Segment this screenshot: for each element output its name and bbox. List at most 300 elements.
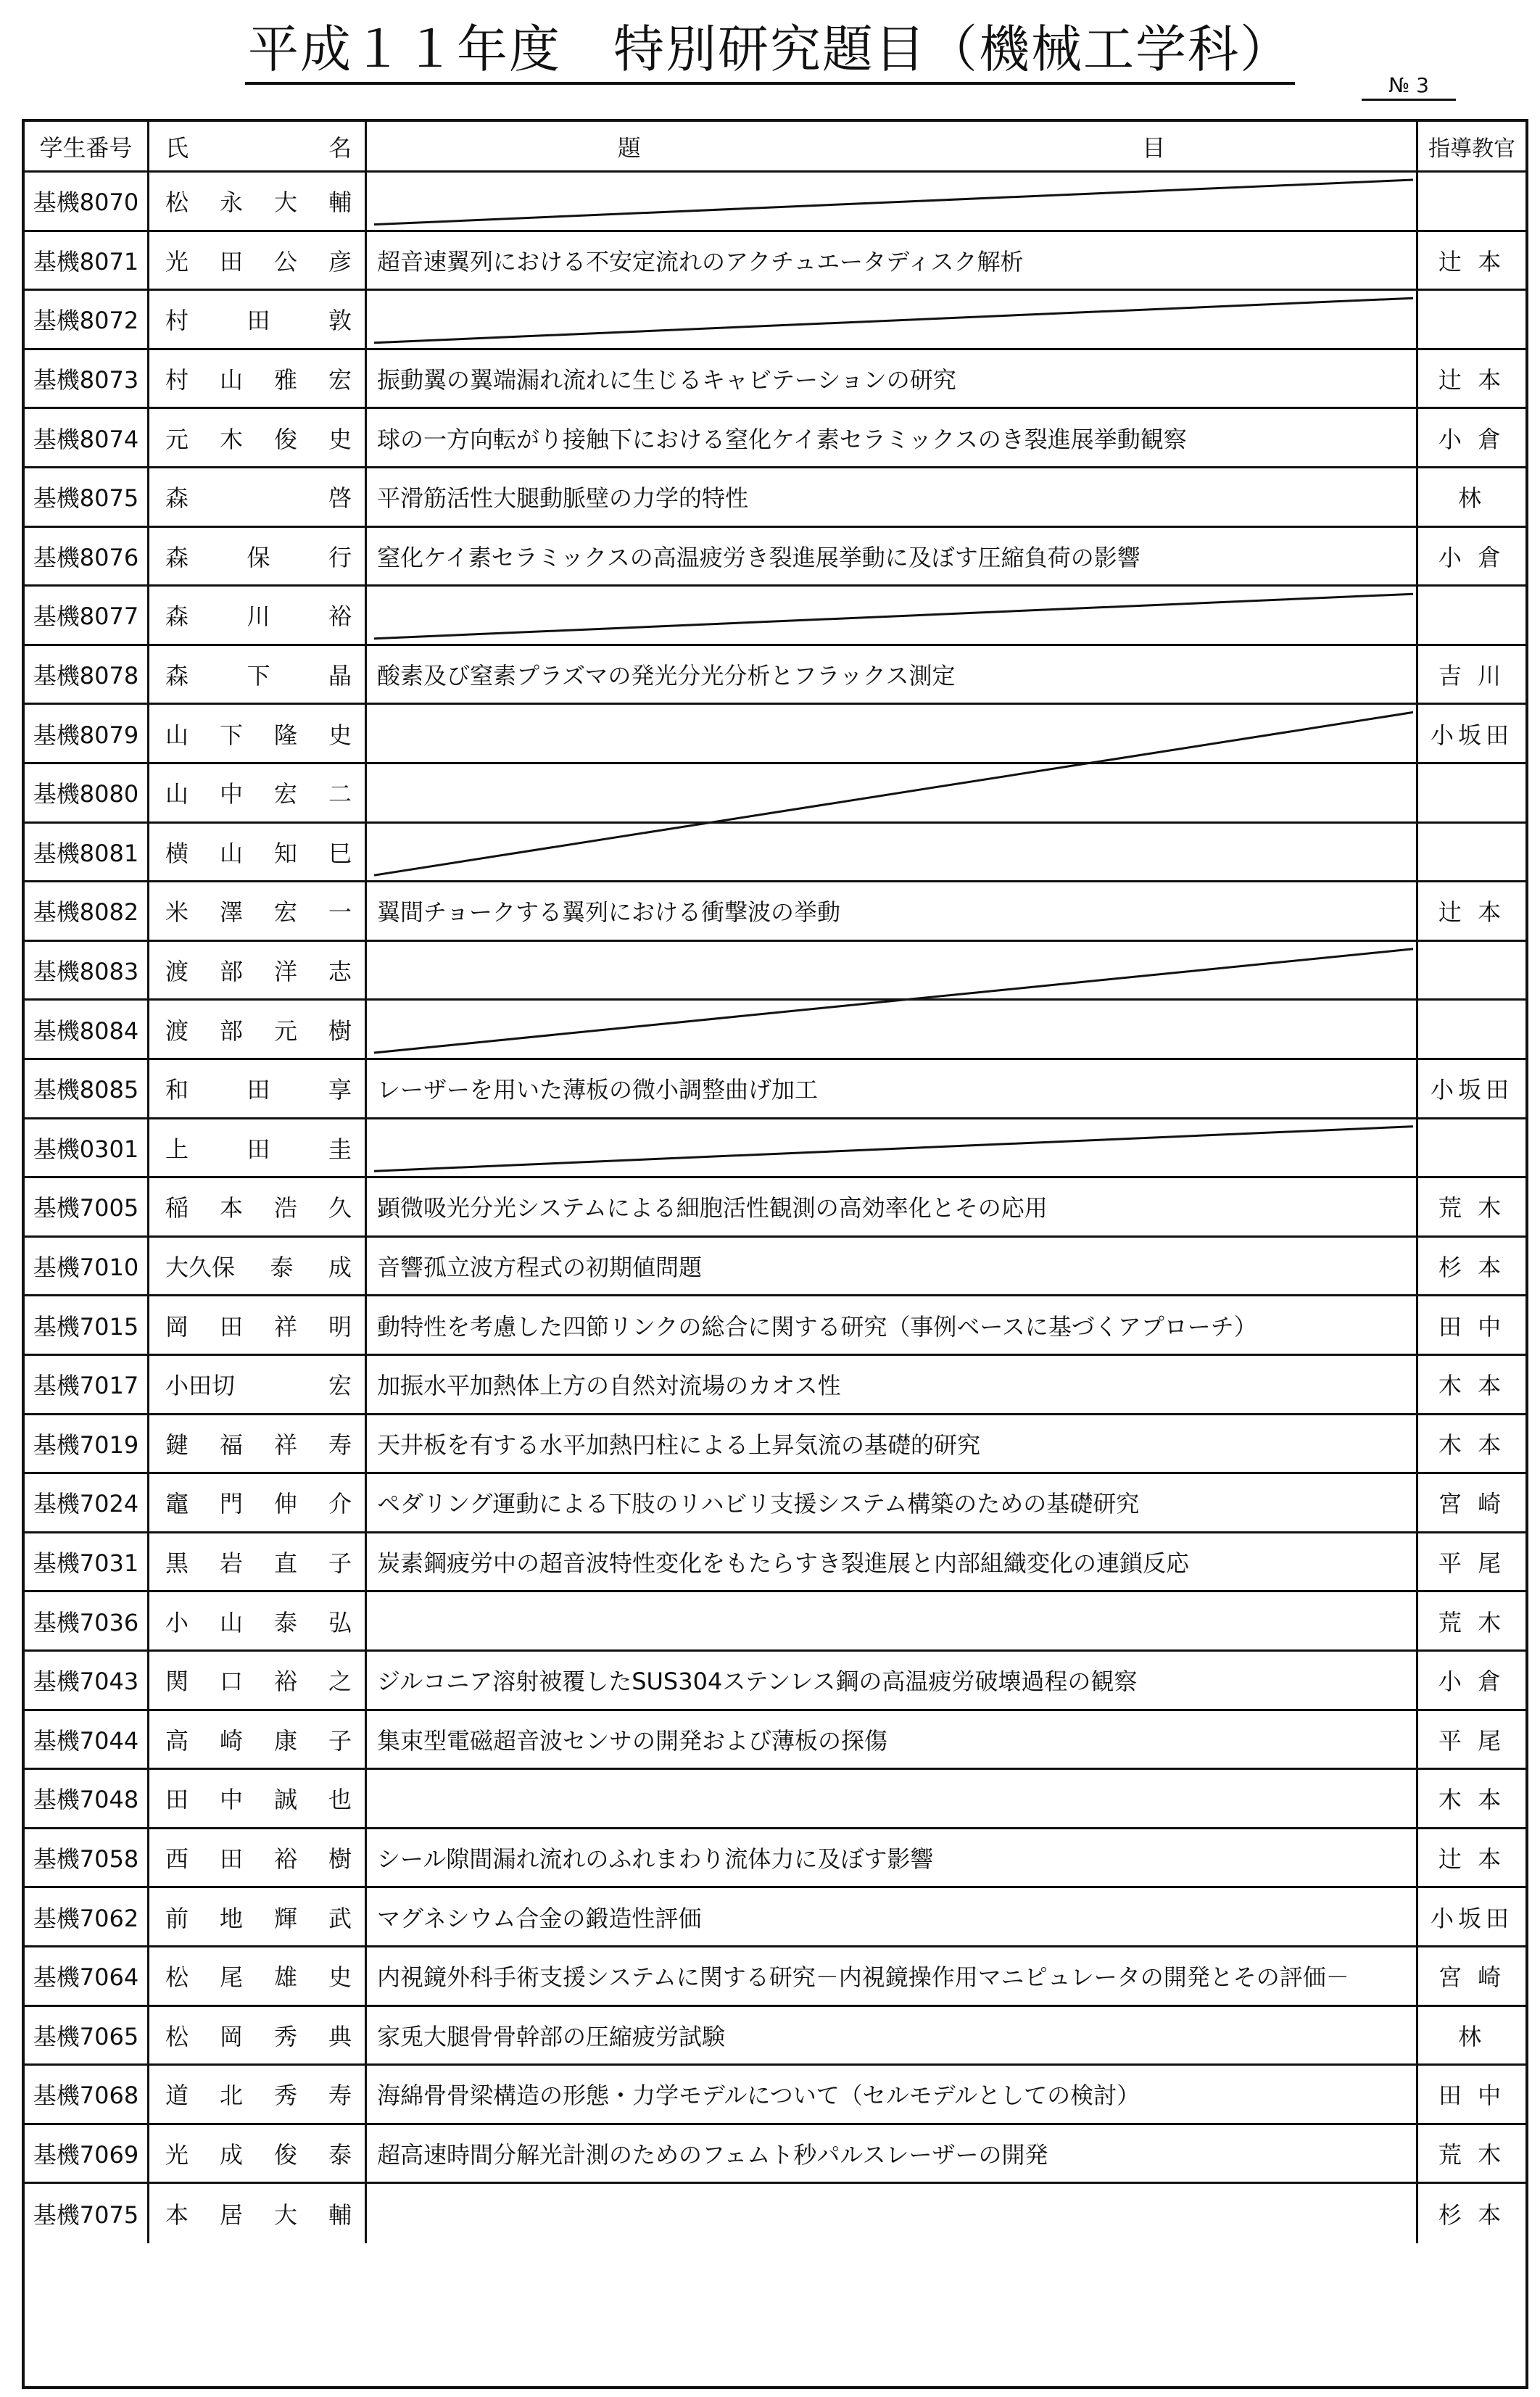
advisor: 荒 木 bbox=[1438, 1608, 1506, 1636]
advisor bbox=[1418, 1119, 1525, 1177]
student-name bbox=[149, 1888, 367, 1945]
table-row bbox=[25, 1415, 1525, 1475]
research-title bbox=[367, 942, 1418, 999]
student-id: 基機8071 bbox=[25, 232, 149, 289]
name-char: 直 bbox=[273, 1549, 297, 1578]
name-char: 田 bbox=[165, 1786, 189, 1814]
name-char: 地 bbox=[219, 1904, 243, 1932]
advisor: 辻 本 bbox=[1438, 247, 1506, 276]
name-char: 村 bbox=[165, 307, 189, 335]
name-char: 本 bbox=[165, 2201, 189, 2230]
student-name bbox=[149, 2066, 367, 2123]
name-char: 下 bbox=[219, 721, 243, 749]
student-id: 基機7044 bbox=[25, 1711, 149, 1768]
table-row bbox=[25, 1652, 1525, 1711]
student-name bbox=[149, 232, 367, 289]
research-title: 炭素鋼疲労中の超音波特性変化をもたらすき裂進展と内部組織変化の連鎖反応 bbox=[367, 1533, 1418, 1591]
advisor: 林 bbox=[1457, 2022, 1486, 2050]
student-id: 基機7019 bbox=[25, 1415, 149, 1473]
student-name bbox=[149, 705, 367, 762]
advisor: 辻 本 bbox=[1438, 366, 1506, 394]
name-char: 関 bbox=[165, 1668, 189, 1696]
student-name bbox=[149, 1415, 367, 1473]
name-char: 森 bbox=[165, 603, 189, 631]
advisor: 杉 本 bbox=[1438, 1254, 1506, 1282]
name-char: 宏 bbox=[328, 1372, 352, 1400]
name-char: 介 bbox=[328, 1490, 352, 1518]
student-name bbox=[149, 1533, 367, 1591]
table-row bbox=[25, 173, 1525, 232]
student-name bbox=[149, 528, 367, 585]
name-char: 森 bbox=[165, 662, 189, 690]
research-title bbox=[367, 587, 1418, 644]
student-id: 基機7064 bbox=[25, 1947, 149, 2005]
name-char: 成 bbox=[328, 1254, 352, 1282]
name-char: 中 bbox=[219, 780, 243, 808]
name-char: 輝 bbox=[273, 1904, 297, 1932]
name-char: 輔 bbox=[328, 2201, 352, 2230]
student-name bbox=[149, 1356, 367, 1413]
student-id: 基機8077 bbox=[25, 587, 149, 644]
advisor bbox=[1418, 824, 1525, 881]
student-name bbox=[149, 1652, 367, 1709]
name-char: 渡 bbox=[165, 958, 189, 986]
research-title: 顕微吸光分光システムによる細胞活性観測の高効率化とその応用 bbox=[367, 1178, 1418, 1235]
advisor: 宮 崎 bbox=[1438, 1963, 1506, 1992]
research-title: 窒化ケイ素セラミックスの高温疲労き裂進展挙動に及ぼす圧縮負荷の影響 bbox=[367, 528, 1418, 585]
name-char: 竈 bbox=[165, 1490, 189, 1518]
advisor bbox=[1418, 764, 1525, 821]
name-char: 松 bbox=[165, 2022, 189, 2050]
research-title bbox=[367, 824, 1418, 881]
student-name bbox=[149, 1770, 367, 1827]
header-student-id: 学生番号 bbox=[25, 122, 149, 170]
name-char: 啓 bbox=[328, 484, 352, 513]
name-char: 道 bbox=[165, 2082, 189, 2110]
research-title bbox=[367, 1770, 1418, 1827]
name-char: 部 bbox=[219, 958, 243, 986]
table-row bbox=[25, 2184, 1525, 2243]
name-char: 前 bbox=[165, 1904, 189, 1932]
name-char: 彦 bbox=[328, 247, 352, 276]
student-name bbox=[149, 942, 367, 999]
table-row bbox=[25, 291, 1525, 350]
student-id: 基機7065 bbox=[25, 2007, 149, 2064]
research-title: 酸素及び窒素プラズマの発光分光分析とフラックス測定 bbox=[367, 646, 1418, 703]
student-name bbox=[149, 173, 367, 230]
name-char: 宏 bbox=[328, 366, 352, 394]
name-char: 門 bbox=[219, 1490, 243, 1518]
name-char: 樹 bbox=[328, 1017, 352, 1045]
table-row bbox=[25, 1060, 1525, 1119]
name-char: 裕 bbox=[328, 603, 352, 631]
student-id: 基機8073 bbox=[25, 350, 149, 407]
name-char: 山 bbox=[219, 366, 243, 394]
name-char: 田 bbox=[247, 307, 270, 335]
student-id: 基機8081 bbox=[25, 824, 149, 881]
name-char: 行 bbox=[328, 543, 352, 571]
research-title: 球の一方向転がり接触下における窒化ケイ素セラミックスのき裂進展挙動観察 bbox=[367, 409, 1418, 466]
research-title: 集束型電磁超音波センサの開発および薄板の探傷 bbox=[367, 1711, 1418, 1768]
name-char: 裕 bbox=[273, 1845, 297, 1874]
header-advisor: 指導教官 bbox=[1428, 136, 1515, 162]
student-id: 基機7031 bbox=[25, 1533, 149, 1591]
name-char: 史 bbox=[328, 721, 352, 749]
name-char: 澤 bbox=[219, 898, 243, 927]
name-char: 泰 bbox=[328, 2141, 352, 2169]
student-id: 基機7005 bbox=[25, 1178, 149, 1235]
name-char: 田 bbox=[219, 1312, 243, 1341]
student-name bbox=[149, 1474, 367, 1531]
name-char: 保 bbox=[247, 543, 270, 571]
student-name bbox=[149, 409, 367, 466]
research-title bbox=[367, 1001, 1418, 1058]
name-char: 史 bbox=[328, 425, 352, 453]
name-char: 川 bbox=[247, 603, 270, 631]
name-char: 之 bbox=[328, 1668, 352, 1696]
advisor: 小 倉 bbox=[1438, 1668, 1506, 1696]
student-name bbox=[149, 587, 367, 644]
advisor: 杉 本 bbox=[1438, 2201, 1506, 2230]
name-char: 山 bbox=[165, 780, 189, 808]
name-char: 中 bbox=[219, 1786, 243, 1814]
student-id: 基機7017 bbox=[25, 1356, 149, 1413]
name-char: 祥 bbox=[273, 1431, 297, 1459]
table-row bbox=[25, 1947, 1525, 2007]
advisor: 田 中 bbox=[1438, 1312, 1506, 1341]
table-row bbox=[25, 528, 1525, 587]
research-title: 天井板を有する水平加熱円柱による上昇気流の基礎的研究 bbox=[367, 1415, 1418, 1473]
table-row bbox=[25, 587, 1525, 646]
name-char: 稲 bbox=[165, 1194, 189, 1222]
table-row bbox=[25, 2066, 1525, 2125]
name-char: 雄 bbox=[273, 1963, 297, 1992]
research-title: 超高速時間分解光計測のためのフェムト秒パルスレーザーの開発 bbox=[367, 2125, 1418, 2182]
research-title: 加振水平加熱体上方の自然対流場のカオス性 bbox=[367, 1356, 1418, 1413]
name-char: 崎 bbox=[219, 1726, 243, 1755]
name-char: 岩 bbox=[219, 1549, 243, 1578]
name-char: 部 bbox=[219, 1017, 243, 1045]
name-char: 田 bbox=[219, 247, 243, 276]
name-char: 大久保 bbox=[165, 1254, 236, 1282]
table-row bbox=[25, 1592, 1525, 1652]
research-title bbox=[367, 173, 1418, 230]
advisor bbox=[1418, 173, 1525, 230]
name-char: 泰 bbox=[270, 1254, 294, 1282]
student-name bbox=[149, 1060, 367, 1117]
research-title bbox=[367, 1592, 1418, 1649]
name-char: 上 bbox=[165, 1135, 189, 1163]
name-char: 居 bbox=[219, 2201, 243, 2230]
research-title: マグネシウム合金の鍛造性評価 bbox=[367, 1888, 1418, 1945]
research-title bbox=[367, 2184, 1418, 2243]
advisor: 辻 本 bbox=[1438, 1845, 1506, 1874]
student-id: 基機8076 bbox=[25, 528, 149, 585]
name-char: 松 bbox=[165, 189, 189, 217]
table-row bbox=[25, 705, 1525, 764]
student-id: 基機7068 bbox=[25, 2066, 149, 2123]
table-row bbox=[25, 1770, 1525, 1829]
name-char: 小 bbox=[165, 1608, 189, 1636]
table-row bbox=[25, 232, 1525, 291]
research-title: 海綿骨骨梁構造の形態・力学モデルについて（セルモデルとしての検討） bbox=[367, 2066, 1418, 2123]
name-char: 西 bbox=[165, 1845, 189, 1874]
research-title: 音響孤立波方程式の初期値問題 bbox=[367, 1238, 1418, 1295]
name-char: 大 bbox=[273, 189, 297, 217]
name-char: 和 bbox=[165, 1076, 189, 1104]
table-row bbox=[25, 1888, 1525, 1947]
student-id: 基機7024 bbox=[25, 1474, 149, 1531]
name-char: 森 bbox=[165, 484, 189, 513]
name-char: 浩 bbox=[273, 1194, 297, 1222]
table-row bbox=[25, 2125, 1525, 2185]
name-char: 鍵 bbox=[165, 1431, 189, 1459]
advisor: 辻 本 bbox=[1438, 898, 1506, 927]
document-title: 平成１１年度 特別研究題目（機械工学科） bbox=[0, 20, 1540, 78]
name-char: 誠 bbox=[273, 1786, 297, 1814]
name-char: 公 bbox=[273, 247, 297, 276]
name-char: 光 bbox=[165, 2141, 189, 2169]
student-name bbox=[149, 1592, 367, 1649]
student-id: 基機7015 bbox=[25, 1296, 149, 1354]
name-char: 米 bbox=[165, 898, 189, 927]
student-id: 基機8074 bbox=[25, 409, 149, 466]
name-char: 康 bbox=[273, 1726, 297, 1755]
name-char: 晶 bbox=[328, 662, 352, 690]
advisor: 荒 木 bbox=[1438, 2141, 1506, 2169]
name-char: 福 bbox=[219, 1431, 243, 1459]
student-name bbox=[149, 1296, 367, 1354]
name-char: 口 bbox=[219, 1668, 243, 1696]
header-name-right: 名 bbox=[328, 133, 352, 162]
table-row bbox=[25, 646, 1525, 705]
table-row bbox=[25, 942, 1525, 1001]
name-char: 二 bbox=[328, 780, 352, 808]
student-id: 基機8085 bbox=[25, 1060, 149, 1117]
student-id: 基機8072 bbox=[25, 291, 149, 348]
student-name bbox=[149, 468, 367, 526]
advisor bbox=[1418, 942, 1525, 999]
name-char: 北 bbox=[219, 2082, 243, 2110]
advisor: 小 倉 bbox=[1438, 543, 1506, 571]
name-char: 宏 bbox=[273, 780, 297, 808]
name-char: 秀 bbox=[273, 2022, 297, 2050]
name-char: 黒 bbox=[165, 1549, 189, 1578]
advisor: 木 本 bbox=[1438, 1372, 1506, 1400]
table-row bbox=[25, 409, 1525, 468]
table-row bbox=[25, 1119, 1525, 1179]
name-char: 俊 bbox=[273, 425, 297, 453]
student-id: 基機8075 bbox=[25, 468, 149, 526]
table-row bbox=[25, 1356, 1525, 1415]
name-char: 山 bbox=[219, 1608, 243, 1636]
advisor: 吉 川 bbox=[1438, 662, 1506, 690]
advisor bbox=[1418, 587, 1525, 644]
student-name bbox=[149, 764, 367, 821]
name-char: 弘 bbox=[328, 1608, 352, 1636]
name-char: 成 bbox=[219, 2141, 243, 2169]
student-id: 基機8080 bbox=[25, 764, 149, 821]
student-id: 基機7058 bbox=[25, 1829, 149, 1887]
student-id: 基機7048 bbox=[25, 1770, 149, 1827]
advisor: 林 bbox=[1457, 484, 1486, 513]
table-row bbox=[25, 824, 1525, 883]
name-char: 泰 bbox=[273, 1608, 297, 1636]
name-char: 久 bbox=[328, 1194, 352, 1222]
header-name-left: 氏 bbox=[165, 133, 189, 162]
name-char: 享 bbox=[328, 1076, 352, 1104]
research-title: 超音速翼列における不安定流れのアクチュエータディスク解析 bbox=[367, 232, 1418, 289]
student-id: 基機7010 bbox=[25, 1238, 149, 1295]
student-id: 基機8083 bbox=[25, 942, 149, 999]
table-row bbox=[25, 1711, 1525, 1771]
name-char: 下 bbox=[247, 662, 270, 690]
name-char: 史 bbox=[328, 1963, 352, 1992]
name-char: 祥 bbox=[273, 1312, 297, 1341]
table-row bbox=[25, 1533, 1525, 1593]
student-name bbox=[149, 291, 367, 348]
name-char: 俊 bbox=[273, 2141, 297, 2169]
name-char: 子 bbox=[328, 1726, 352, 1755]
name-char: 田 bbox=[219, 1845, 243, 1874]
advisor: 小 倉 bbox=[1438, 425, 1506, 453]
student-name bbox=[149, 1119, 367, 1177]
student-name bbox=[149, 1947, 367, 2005]
advisor: 平 尾 bbox=[1438, 1549, 1506, 1578]
student-name bbox=[149, 2125, 367, 2182]
table-row bbox=[25, 1178, 1525, 1238]
name-char: 元 bbox=[165, 425, 189, 453]
student-id: 基機7075 bbox=[25, 2184, 149, 2243]
name-char: 高 bbox=[165, 1726, 189, 1755]
name-char: 志 bbox=[328, 958, 352, 986]
name-char: 也 bbox=[328, 1786, 352, 1814]
name-char: 知 bbox=[273, 839, 297, 867]
name-char: 圭 bbox=[328, 1135, 352, 1163]
header-title-left: 題 bbox=[617, 133, 641, 162]
research-title: ペダリング運動による下肢のリハビリ支援システム構築のための基礎研究 bbox=[367, 1474, 1418, 1531]
name-char: 村 bbox=[165, 366, 189, 394]
student-name bbox=[149, 2007, 367, 2064]
name-char: 敦 bbox=[328, 307, 352, 335]
name-char: 輔 bbox=[328, 189, 352, 217]
name-char: 渡 bbox=[165, 1017, 189, 1045]
research-title: 内視鏡外科手術支援システムに関する研究－内視鏡操作用マニピュレータの開発とその評価－ bbox=[367, 1947, 1418, 2005]
name-char: 岡 bbox=[165, 1312, 189, 1341]
name-char: 元 bbox=[273, 1017, 297, 1045]
name-char: 横 bbox=[165, 839, 189, 867]
advisor: 田 中 bbox=[1438, 2082, 1506, 2110]
name-char: 寿 bbox=[328, 2082, 352, 2110]
research-title: 翼間チョークする翼列における衝撃波の挙動 bbox=[367, 882, 1418, 940]
advisor: 平 尾 bbox=[1438, 1726, 1506, 1755]
advisor: 荒 木 bbox=[1438, 1194, 1506, 1222]
research-title bbox=[367, 291, 1418, 348]
research-title: シール隙間漏れ流れのふれまわり流体力に及ぼす影響 bbox=[367, 1829, 1418, 1887]
student-name bbox=[149, 882, 367, 940]
student-name bbox=[149, 1238, 367, 1295]
name-char: 秀 bbox=[273, 2082, 297, 2110]
table-row bbox=[25, 764, 1525, 824]
name-char: 田 bbox=[247, 1076, 270, 1104]
name-char: 寿 bbox=[328, 1431, 352, 1459]
header-title-right: 目 bbox=[1142, 133, 1166, 162]
student-name bbox=[149, 1829, 367, 1887]
name-char: 洋 bbox=[273, 958, 297, 986]
research-title: ジルコニア溶射被覆したSUS304ステンレス鋼の高温疲労破壊過程の観察 bbox=[367, 1652, 1418, 1709]
student-id: 基機8079 bbox=[25, 705, 149, 762]
advisor: 小坂田 bbox=[1430, 1904, 1513, 1932]
advisor: 小坂田 bbox=[1430, 1076, 1513, 1104]
table-row bbox=[25, 2007, 1525, 2066]
student-id: 基機8082 bbox=[25, 882, 149, 940]
name-char: 樹 bbox=[328, 1845, 352, 1874]
name-char: 本 bbox=[219, 1194, 243, 1222]
table-row bbox=[25, 1829, 1525, 1889]
name-char: 永 bbox=[219, 189, 243, 217]
student-name bbox=[149, 2184, 367, 2243]
name-char: 隆 bbox=[273, 721, 297, 749]
student-id: 基機8078 bbox=[25, 646, 149, 703]
advisor: 木 本 bbox=[1438, 1431, 1506, 1459]
student-id: 基機8070 bbox=[25, 173, 149, 230]
research-title: 動特性を考慮した四節リンクの総合に関する研究（事例ベースに基づくアプローチ） bbox=[367, 1296, 1418, 1354]
name-char: 子 bbox=[328, 1549, 352, 1578]
advisor: 宮 崎 bbox=[1438, 1490, 1506, 1518]
student-id: 基機7043 bbox=[25, 1652, 149, 1709]
table-row bbox=[25, 350, 1525, 410]
name-char: 尾 bbox=[219, 1963, 243, 1992]
name-char: 小田切 bbox=[165, 1372, 236, 1400]
name-char: 山 bbox=[219, 839, 243, 867]
student-id: 基機0301 bbox=[25, 1119, 149, 1177]
student-id: 基機7036 bbox=[25, 1592, 149, 1649]
advisor: 小坂田 bbox=[1430, 721, 1513, 749]
student-name bbox=[149, 1711, 367, 1768]
research-title: 平滑筋活性大腿動脈壁の力学的特性 bbox=[367, 468, 1418, 526]
name-char: 宏 bbox=[273, 898, 297, 927]
student-id: 基機7069 bbox=[25, 2125, 149, 2182]
table-row bbox=[25, 1001, 1525, 1060]
student-name bbox=[149, 1178, 367, 1235]
research-title bbox=[367, 1119, 1418, 1177]
name-char: 裕 bbox=[273, 1668, 297, 1696]
name-char: 典 bbox=[328, 2022, 352, 2050]
research-title: 振動翼の翼端漏れ流れに生じるキャビテーションの研究 bbox=[367, 350, 1418, 407]
name-char: 伸 bbox=[273, 1490, 297, 1518]
name-char: 大 bbox=[273, 2201, 297, 2230]
name-char: 巳 bbox=[328, 839, 352, 867]
student-id: 基機7062 bbox=[25, 1888, 149, 1945]
research-title bbox=[367, 764, 1418, 821]
name-char: 岡 bbox=[219, 2022, 243, 2050]
name-char: 一 bbox=[328, 898, 352, 927]
student-name bbox=[149, 824, 367, 881]
research-title: 家兎大腿骨骨幹部の圧縮疲労試験 bbox=[367, 2007, 1418, 2064]
name-char: 山 bbox=[165, 721, 189, 749]
name-char: 雅 bbox=[273, 366, 297, 394]
advisor: 木 本 bbox=[1438, 1786, 1506, 1814]
advisor bbox=[1418, 1001, 1525, 1058]
student-name bbox=[149, 350, 367, 407]
name-char: 田 bbox=[247, 1135, 270, 1163]
research-title bbox=[367, 705, 1418, 762]
research-topics-table bbox=[22, 119, 1528, 2389]
name-char: 明 bbox=[328, 1312, 352, 1341]
research-title: レーザーを用いた薄板の微小調整曲げ加工 bbox=[367, 1060, 1418, 1117]
name-char: 松 bbox=[165, 1963, 189, 1992]
table-row bbox=[25, 1474, 1525, 1533]
